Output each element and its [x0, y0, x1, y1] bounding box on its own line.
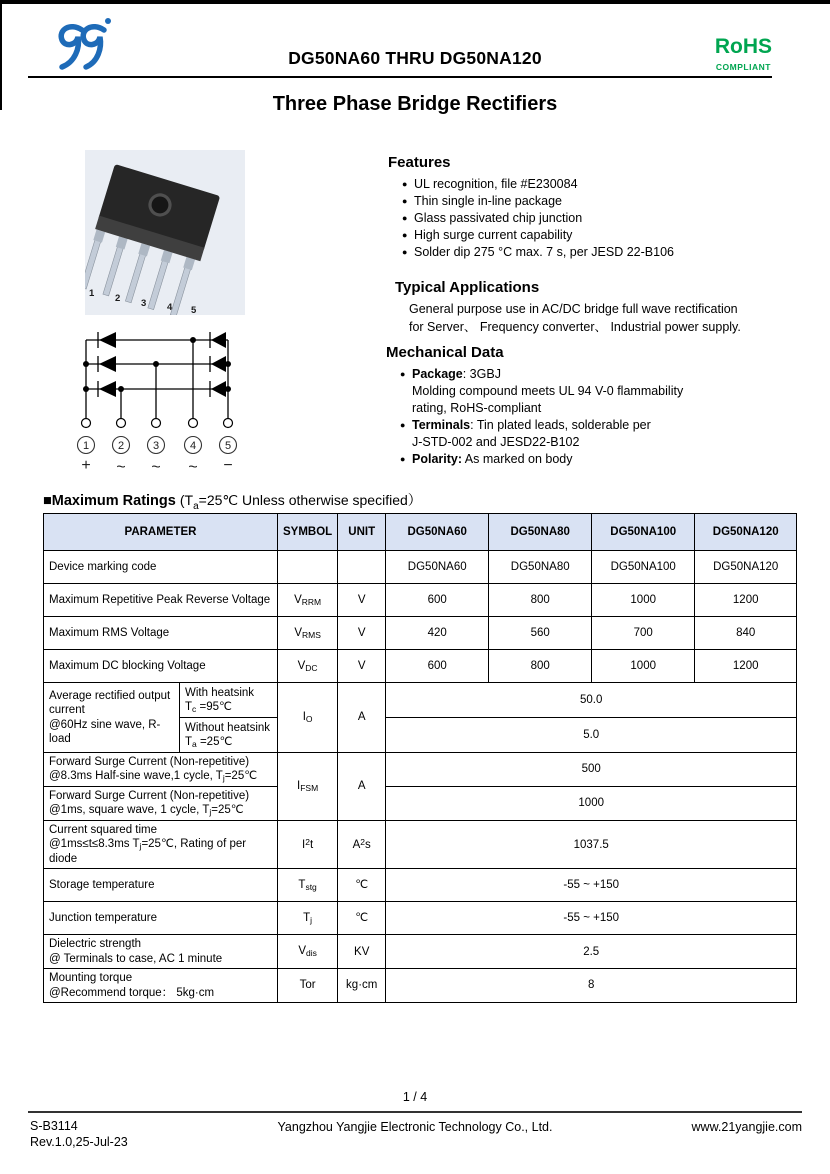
footer-website: www.21yangjie.com [691, 1120, 802, 1134]
value-cell: DG50NA60 [386, 551, 489, 584]
terminal-symbol-plus: + [81, 457, 91, 474]
unit-cell: V [338, 617, 386, 650]
value-cell: 840 [695, 617, 797, 650]
bridge-circuit-diagram [63, 326, 253, 481]
param-cell: Maximum DC blocking Voltage [44, 650, 278, 683]
features-list [388, 176, 798, 261]
mechanical-item: ● Terminals: Tin plated leads, solderable per J-STD-002 and JESD22-B102 [400, 417, 796, 451]
table-row [44, 683, 797, 718]
features-section [388, 154, 798, 261]
value-cell: 1200 [695, 650, 797, 683]
table-row [44, 902, 797, 935]
param-cell: Maximum RMS Voltage [44, 617, 278, 650]
terminal-symbol-ac1: ~ [116, 459, 126, 476]
feature-item: ● Glass passivated chip junction [402, 211, 583, 225]
bullet-icon: ● [402, 213, 408, 223]
unit-cell: ℃ [338, 902, 386, 935]
pin-label-4: 4 [167, 302, 173, 313]
unit-cell: kg·cm [338, 969, 386, 1003]
value-cell: DG50NA80 [489, 551, 592, 584]
column-header: DG50NA80 [489, 514, 592, 551]
applications-line: General purpose use in AC/DC bridge full wave rectification [409, 302, 738, 316]
circuit-svg [63, 326, 253, 476]
symbol-cell: Tor [278, 969, 338, 1003]
feature-item: ● Thin single in-line package [402, 194, 563, 208]
param-cell: Dielectric strength @ Terminals to case, AC 1 minute [44, 935, 278, 969]
applications-heading: Typical Applications [395, 279, 540, 296]
value-cell: 1200 [695, 584, 797, 617]
mechanical-list [386, 366, 796, 468]
param-cell: Storage temperature [44, 869, 278, 902]
rohs-label: RoHS [714, 35, 772, 58]
mechanical-item: ● Package: 3GBJ Molding compound meets UL 94 V-0 flammability rating, RoHS-compliant [400, 366, 796, 417]
footer-divider [28, 1111, 802, 1113]
bullet-icon: ● [400, 454, 406, 464]
unit-cell: V [338, 584, 386, 617]
bullet-icon: ● [400, 420, 406, 430]
table-row [44, 935, 797, 969]
unit-cell: A [338, 683, 386, 753]
mechanical-cont: Molding compound meets UL 94 V-0 flammability [412, 384, 684, 398]
bullet-icon: ● [402, 230, 408, 240]
terminal-symbol-minus: − [223, 457, 233, 474]
symbol-cell: $I^2t$ [278, 821, 338, 869]
value-cell: 1000 [592, 584, 695, 617]
page-number: 1 / 4 [402, 1090, 428, 1104]
terminal-number-4: 4 [189, 440, 197, 452]
unit-cell: A [338, 753, 386, 821]
mechanical-cont: J-STD-002 and JESD22-B102 [412, 435, 580, 449]
feature-item: ● High surge current capability [402, 228, 573, 242]
doc-code: S-B3114 [30, 1119, 78, 1133]
terminal-symbol-ac3: ~ [188, 459, 198, 476]
value-cell: 1000 [386, 787, 797, 821]
param-cell: Current squared time @1ms≤t≤8.3ms $T_j=25℃$, Rating of per diode [44, 821, 278, 869]
param-cell: Forward Surge Current (Non-repetitive) @8.3ms Half-sine wave,1 cycle, $T_j=25℃$ [44, 753, 278, 787]
symbol-cell: $I_{FSM}$ [278, 753, 338, 821]
unit-cell: ℃ [338, 869, 386, 902]
value-cell: 600 [386, 584, 489, 617]
symbol-cell: $V_{DC}$ [278, 650, 338, 683]
value-cell: 1037.5 [386, 821, 797, 869]
terminal-number-3: 3 [152, 440, 160, 452]
pin-label-5: 5 [191, 305, 197, 315]
max-ratings-table [43, 513, 797, 1003]
value-cell: 8 [386, 969, 797, 1003]
param-cell: Forward Surge Current (Non-repetitive) @1ms, square wave, 1 cycle, $T_j=25℃$ [44, 787, 278, 821]
table-row [44, 753, 797, 787]
value-cell: 600 [386, 650, 489, 683]
applications-section [395, 279, 805, 336]
pin-label-3: 3 [141, 298, 147, 309]
value-cell: -55 ~ +150 [386, 869, 797, 902]
value-cell: DG50NA120 [695, 551, 797, 584]
unit-cell: V [338, 650, 386, 683]
symbol-cell: $T_{stg}$ [278, 869, 338, 902]
column-header: DG50NA60 [386, 514, 489, 551]
applications-line: for Server、 Frequency converter、 Industrial power supply. [409, 319, 741, 334]
value-cell: 560 [489, 617, 592, 650]
table-row [44, 584, 797, 617]
symbol-cell: $V_{RRM}$ [278, 584, 338, 617]
param-cell: Average rectified output current @60Hz sine wave, R-load [44, 683, 180, 753]
terminal-number-2: 2 [117, 440, 125, 452]
table-header-row [44, 514, 797, 551]
bullet-icon: ● [400, 369, 406, 379]
table-row [44, 869, 797, 902]
table-row [44, 650, 797, 683]
product-subtitle: Three Phase Bridge Rectifiers [272, 93, 558, 115]
value-cell: 700 [592, 617, 695, 650]
pin-label-2: 2 [115, 293, 121, 304]
symbol-cell: $I_O$ [278, 683, 338, 753]
footer-company: Yangzhou Yangjie Electronic Technology Co., Ltd. [277, 1120, 553, 1134]
table-row [44, 821, 797, 869]
table-row [44, 551, 797, 584]
param-cell: Maximum Repetitive Peak Reverse Voltage [44, 584, 278, 617]
rohs-compliant-label: COMPLIANT [715, 62, 771, 72]
bullet-icon: ● [402, 196, 408, 206]
mechanical-section [386, 344, 796, 468]
symbol-cell [278, 551, 338, 584]
mechanical-cont: rating, RoHS-compliant [412, 401, 542, 415]
rohs-badge [715, 36, 772, 72]
mechanical-item: ● Polarity: As marked on body [400, 452, 573, 466]
value-cell: DG50NA100 [592, 551, 695, 584]
value-cell: 5.0 [386, 718, 797, 753]
param-subcell: Without heatsink $T_a$ =25℃ [180, 718, 278, 753]
mechanical-heading: Mechanical Data [386, 344, 504, 361]
value-cell: 800 [489, 584, 592, 617]
pin-label-1: 1 [89, 288, 95, 299]
unit-cell: $A^2s$ [338, 821, 386, 869]
value-cell: 2.5 [386, 935, 797, 969]
page-title: DG50NA60 THRU DG50NA120 [288, 48, 542, 68]
table-row [44, 617, 797, 650]
feature-item: ● Solder dip 275 °C max. 7 s, per JESD 22-B106 [402, 245, 674, 259]
feature-item: ● UL recognition, file #E230084 [402, 177, 578, 191]
features-heading: Features [388, 154, 451, 171]
value-cell: -55 ~ +150 [386, 902, 797, 935]
terminal-symbol-ac2: ~ [151, 459, 161, 476]
unit-cell [338, 551, 386, 584]
column-header: PARAMETER [44, 514, 278, 551]
doc-revision: Rev.1.0,25-Jul-23 [30, 1135, 128, 1149]
max-ratings-heading: ■Maximum Ratings ($T_a=25℃$ Unless otherwise specified） [43, 492, 422, 512]
bullet-icon: ● [402, 179, 408, 189]
value-cell: 420 [386, 617, 489, 650]
package-photo-image [85, 150, 245, 315]
param-subcell: With heatsink $T_c$ =95℃ [180, 683, 278, 718]
value-cell: 800 [489, 650, 592, 683]
terminal-number-5: 5 [224, 440, 232, 452]
table-row [44, 787, 797, 821]
value-cell: 1000 [592, 650, 695, 683]
column-header: DG50NA100 [592, 514, 695, 551]
param-cell: Mounting torque @Recommend torque： 5kg·cm [44, 969, 278, 1003]
bullet-icon: ● [402, 247, 408, 257]
page-top-edge [0, 0, 830, 4]
param-cell: Junction temperature [44, 902, 278, 935]
unit-cell: KV [338, 935, 386, 969]
column-header: SYMBOL [278, 514, 338, 551]
table-row [44, 969, 797, 1003]
terminal-number-1: 1 [82, 440, 90, 452]
column-header: UNIT [338, 514, 386, 551]
header-divider [28, 76, 772, 78]
symbol-cell: $T_j$ [278, 902, 338, 935]
symbol-cell: $V_{RMS}$ [278, 617, 338, 650]
package-photo [85, 150, 245, 315]
value-cell: 50.0 [386, 683, 797, 718]
column-header: DG50NA120 [695, 514, 797, 551]
value-cell: 500 [386, 753, 797, 787]
param-cell: Device marking code [44, 551, 278, 584]
symbol-cell: $V_{dis}$ [278, 935, 338, 969]
